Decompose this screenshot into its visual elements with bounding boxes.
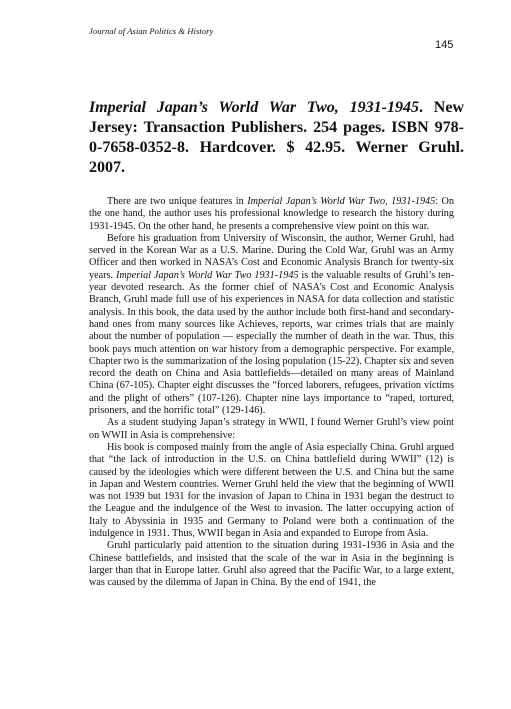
book-title: Imperial Japan’s World War Two, 1931-1945 xyxy=(89,99,419,116)
paragraph-5: Gruhl particularly paid attention to the situation during 1931-1936 in Asia and the Chinese battlefields, and insisted that the scale of the war in Asia in the beginning is larger than that in Europe latter. Gruhl also agreed that the Pacific War, to a large extent, was caused by the dilemma of Japan in China. By the end of 1941, the xyxy=(89,540,454,589)
review-body xyxy=(89,196,454,590)
paragraph-2-text-c: is the valuable results of Gruhl’s ten-year devoted research. As the former chief of NASA’s Cost and Economic Analysis Branch, Gruhl made full use of his experiences in NASA for data collection and statistic analysis. In this book, the data used by the author include both first-hand and secondary-hand ones from many sources like Achieves, reports, war crimes trials that are mainly about the number of population — especially the number of death in the war. Thus, this book pays much attention on war history from a demographic perspective. For example, Chapter two is the summarization of the losing population (15-22). Chapter six and seven record the death on China and Asia battlefields—detailed on many areas of Mainland China (67-105). Chapter eight discusses the “forced laborers, refugees, privation victims and the plight of others” (107-126). Chapter nine lays importance to “raped, tortured, prisoners, and the horrific total” (129-146). xyxy=(89,269,454,417)
review-title xyxy=(89,98,464,178)
journal-name: Journal of Asian Politics & History xyxy=(89,26,214,36)
paragraph-4: His book is composed mainly from the angle of Asia especially China. Gruhl argued that “the lack of introduction in the U.S. on China battlefield during WWII” (12) is caused by the ideologies which were different between the U.S. and China but the same in Japan and Western countries. Werner Gruhl held the view that the beginning of WWII was not 1939 but 1931 for the invasion of Japan to China in 1931 began the destruct to the League and the indulgence of the West to invasion. The latter occupying action of Italy to Abyssinia in 1935 and Germany to Poland were both a continuation of the indulgence in 1931. Thus, WWII began in Asia and expanded to Europe from Asia. xyxy=(89,441,454,540)
paragraph-1-text-c: : On the one hand, the author uses his professional knowledge to research the history during 1931-1945. On the other hand, he presents a comprehensive view point on this war. xyxy=(89,196,455,232)
paragraph-2-text-a: Before his graduation from University of Wisconsin, the author, Werner Gruhl, had served in the Korean War as a U.S. Marine. During the Cold War, Gruhl was an Army Officer and then worked in NASA’s Cost and Economic Analysis Branch for twenty-six years. xyxy=(89,232,454,281)
paragraph-2 xyxy=(89,233,454,417)
page-number: 145 xyxy=(435,39,454,51)
book-details: . New Jersey: Transaction Publishers. 254 pages. ISBN 978-0-7658-0352-8. Hardcover. $ 42.95. Werner Gruhl. 2007. xyxy=(89,99,465,176)
paragraph-1 xyxy=(89,196,454,233)
paragraph-1-text-a: There are two unique features in xyxy=(107,196,248,207)
paragraph-3: As a student studying Japan’s strategy in WWII, I found Werner Gruhl’s view point on WWII in Asia is comprehensive: xyxy=(89,417,454,441)
paragraph-2-book-title: Imperial Japan’s World War Two 1931-1945 xyxy=(115,269,299,281)
paragraph-1-book-title: Imperial Japan’s World War Two, 1931-1945 xyxy=(247,196,436,207)
